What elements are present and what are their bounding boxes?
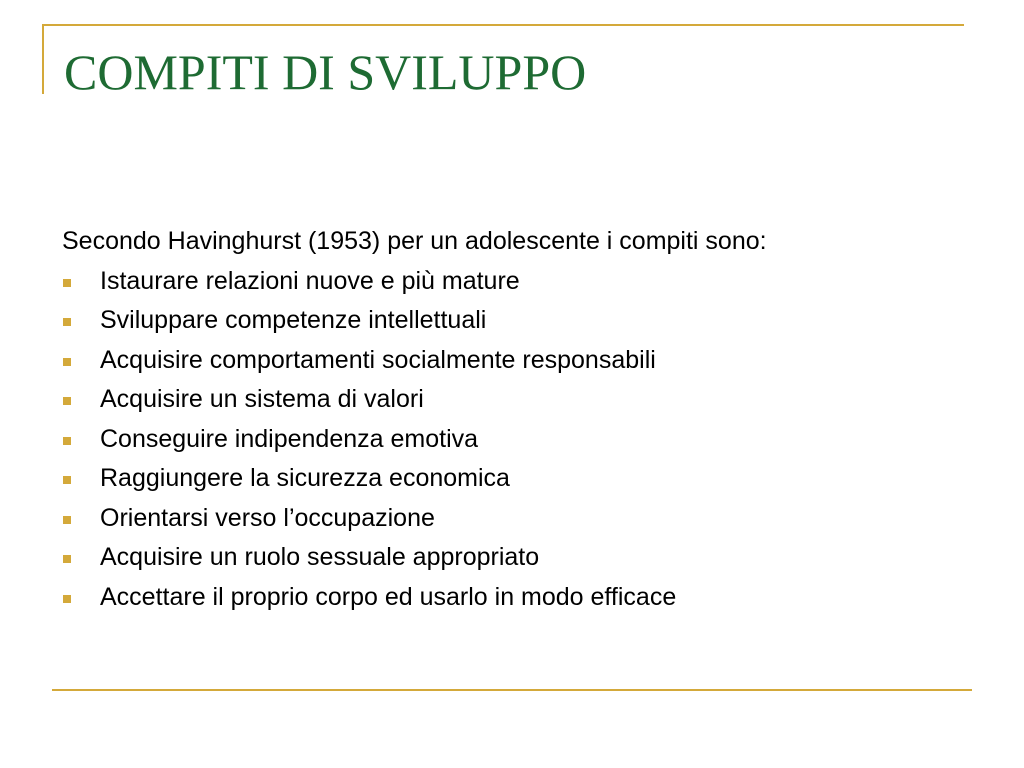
bullet-text: Acquisire comportamenti socialmente responsabili [100,345,656,374]
square-bullet-icon [63,437,71,445]
list-item [62,380,962,420]
bullet-text: Conseguire indipendenza emotiva [100,424,479,453]
square-bullet-icon [63,555,71,563]
list-item [62,578,962,618]
square-bullet-icon [63,279,71,287]
bullet-list [62,262,962,618]
list-item [62,459,962,499]
square-bullet-icon [63,595,71,603]
bullet-text: Accettare il proprio corpo ed usarlo in modo efficace [100,582,677,611]
bullet-text: Orientarsi verso l’occupazione [100,503,435,532]
left-rule [42,24,44,94]
list-item [62,538,962,578]
list-item [62,301,962,341]
intro-text: Secondo Havinghurst (1953) per un adolescente i compiti sono: [62,227,767,255]
bullet-text: Acquisire un sistema di valori [100,385,424,413]
square-bullet-icon [63,516,71,524]
square-bullet-icon [63,476,71,484]
bullet-text: Istaurare relazioni nuove e più mature [100,266,520,295]
slide-title: COMPITI DI SVILUPPO [64,44,587,100]
slide-body [62,222,962,617]
list-item [62,499,962,539]
bullet-text: Raggiungere la sicurezza economica [100,464,510,492]
bullet-text: Acquisire un ruolo sessuale appropriato [100,543,540,571]
list-item [62,262,962,302]
list-item [62,341,962,381]
square-bullet-icon [63,318,71,326]
bullet-text: Sviluppare competenze intellettuali [100,306,487,334]
bottom-rule [52,689,972,691]
square-bullet-icon [63,358,71,366]
top-rule [42,24,964,26]
list-item [62,420,962,460]
square-bullet-icon [63,397,71,405]
